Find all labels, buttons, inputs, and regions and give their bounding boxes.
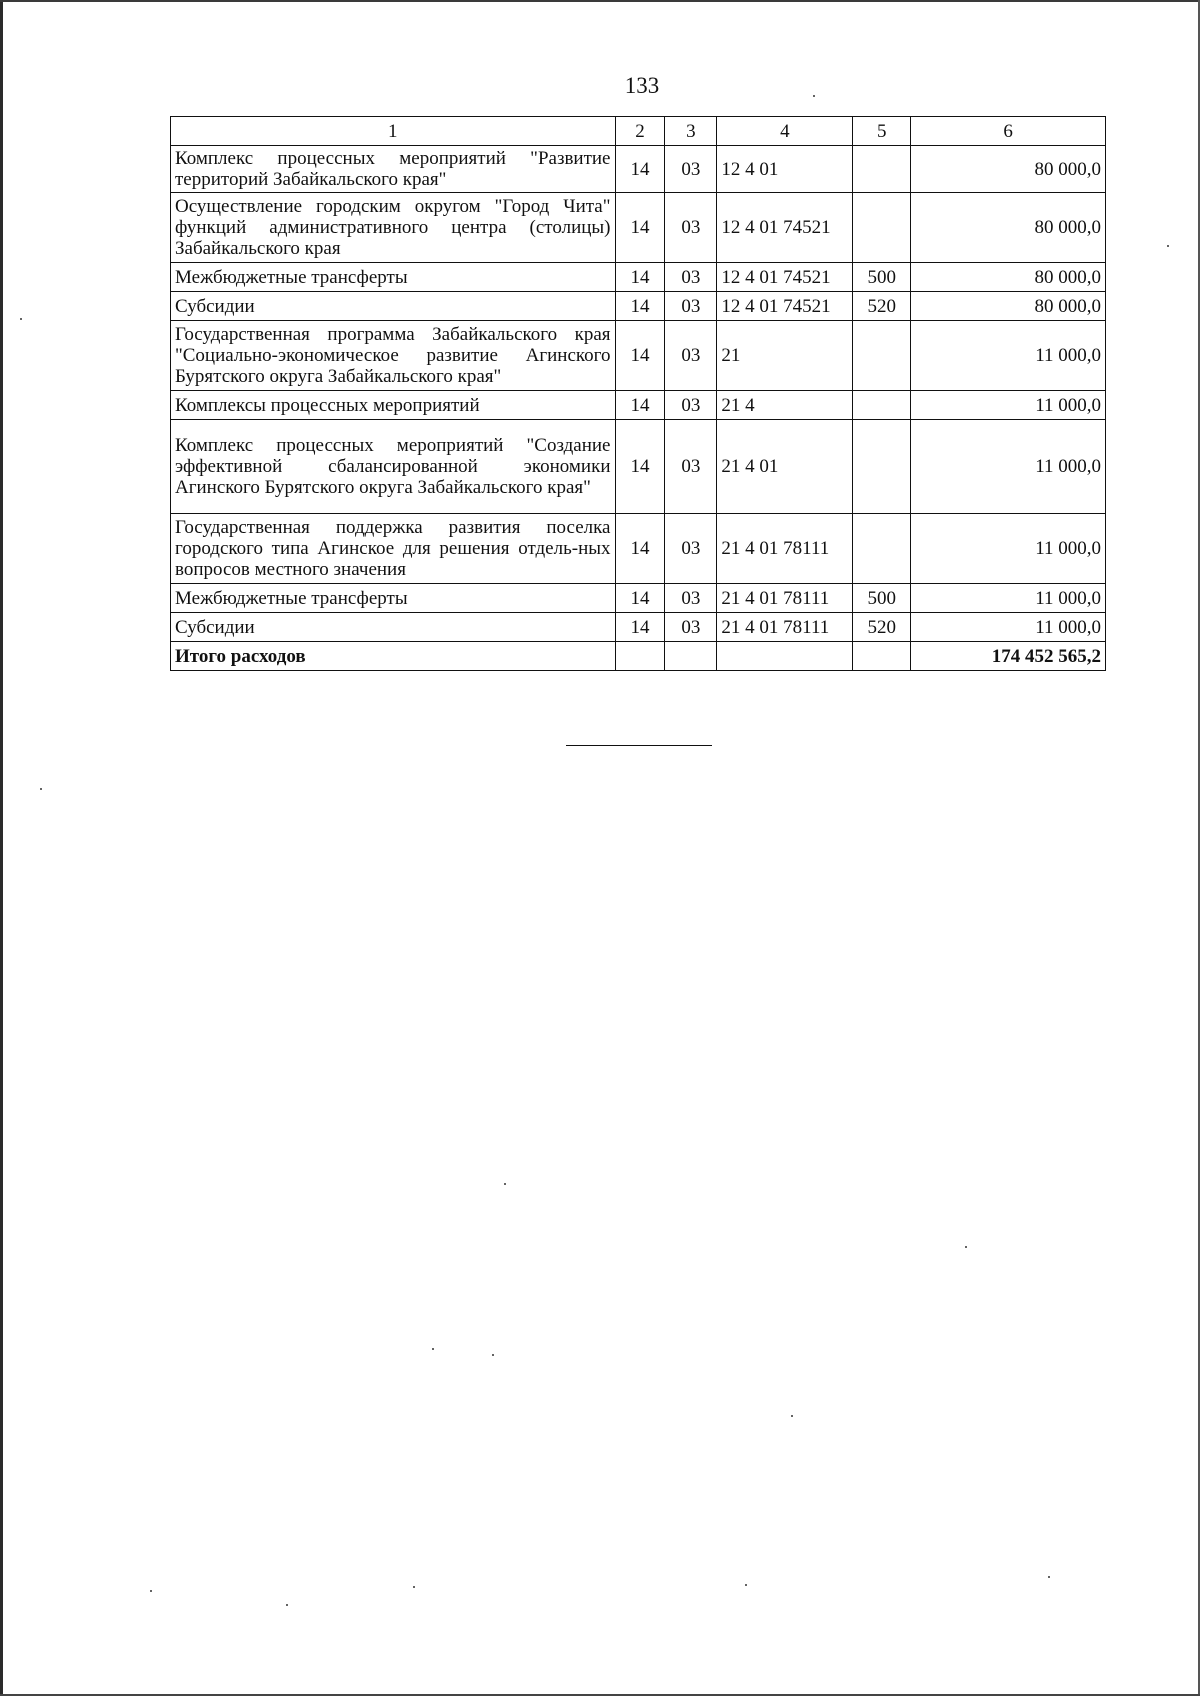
table-row: [171, 263, 1106, 292]
scan-speck: [20, 318, 22, 320]
section-code: 14: [615, 420, 665, 514]
target-article-code: 21 4 01 78111: [717, 514, 853, 584]
target-article-code: 21 4: [717, 391, 853, 420]
total-amount: 174 452 565,2: [911, 642, 1106, 671]
table-row: [171, 193, 1106, 263]
subsection-code: 03: [665, 193, 717, 263]
target-article-code: 21 4 01: [717, 420, 853, 514]
expense-type-code: [853, 391, 911, 420]
column-header: 4: [717, 117, 853, 146]
scan-speck: [1167, 245, 1169, 247]
target-article-code: 21: [717, 321, 853, 391]
scan-speck: [413, 1586, 415, 1588]
scan-speck: [965, 1246, 967, 1248]
item-name: Комплекс процессных мероприятий "Создание эффективной сбалансированной экономики Агинского Бурятского округа Забайкальского края": [171, 420, 616, 514]
item-name: Комплексы процессных мероприятий: [171, 391, 616, 420]
column-header: 6: [911, 117, 1106, 146]
expense-type-code: [853, 146, 911, 193]
expense-type-code: [853, 420, 911, 514]
scan-speck: [286, 1604, 288, 1606]
table-row: [171, 391, 1106, 420]
amount: 80 000,0: [911, 146, 1106, 193]
expense-type-code: [853, 193, 911, 263]
table-row: [171, 613, 1106, 642]
budget-table: [170, 116, 1106, 671]
subsection-code: 03: [665, 263, 717, 292]
table-row: [171, 514, 1106, 584]
table-row: [171, 292, 1106, 321]
empty-cell: [665, 642, 717, 671]
section-code: 14: [615, 193, 665, 263]
expense-type-code: [853, 514, 911, 584]
subsection-code: 03: [665, 514, 717, 584]
section-code: 14: [615, 146, 665, 193]
table-row: [171, 321, 1106, 391]
scan-speck: [791, 1415, 793, 1417]
amount: 11 000,0: [911, 514, 1106, 584]
item-name: Субсидии: [171, 292, 616, 321]
scan-speck: [813, 95, 815, 97]
section-code: 14: [615, 514, 665, 584]
item-name: Осуществление городским округом "Город Чита" функций административного центра (столицы) Забайкальского края: [171, 193, 616, 263]
amount: 11 000,0: [911, 321, 1106, 391]
section-code: 14: [615, 321, 665, 391]
item-name: Межбюджетные трансферты: [171, 263, 616, 292]
section-code: 14: [615, 292, 665, 321]
scan-speck: [492, 1354, 494, 1356]
table-row: [171, 584, 1106, 613]
section-code: 14: [615, 584, 665, 613]
column-header: 3: [665, 117, 717, 146]
subsection-code: 03: [665, 292, 717, 321]
section-code: 14: [615, 391, 665, 420]
total-row: [171, 642, 1106, 671]
total-label: Итого расходов: [171, 642, 616, 671]
amount: 80 000,0: [911, 193, 1106, 263]
subsection-code: 03: [665, 613, 717, 642]
expense-type-code: [853, 321, 911, 391]
amount: 11 000,0: [911, 420, 1106, 514]
table-row: [171, 420, 1106, 514]
target-article-code: 21 4 01 78111: [717, 613, 853, 642]
target-article-code: 12 4 01 74521: [717, 263, 853, 292]
scan-speck: [745, 1584, 747, 1586]
section-code: 14: [615, 613, 665, 642]
target-article-code: 12 4 01 74521: [717, 292, 853, 321]
scan-speck: [1048, 1576, 1050, 1578]
expense-type-code: 500: [853, 584, 911, 613]
column-header: 2: [615, 117, 665, 146]
amount: 80 000,0: [911, 263, 1106, 292]
expense-type-code: 500: [853, 263, 911, 292]
empty-cell: [615, 642, 665, 671]
subsection-code: 03: [665, 321, 717, 391]
subsection-code: 03: [665, 391, 717, 420]
column-header: 1: [171, 117, 616, 146]
amount: 11 000,0: [911, 613, 1106, 642]
expense-type-code: 520: [853, 613, 911, 642]
end-of-document-rule: [566, 745, 712, 746]
amount: 11 000,0: [911, 391, 1106, 420]
subsection-code: 03: [665, 146, 717, 193]
item-name: Государственная программа Забайкальского края "Социально-экономическое развитие Агинского Бурятского округа Забайкальского края": [171, 321, 616, 391]
scan-speck: [504, 1183, 506, 1185]
target-article-code: 12 4 01 74521: [717, 193, 853, 263]
section-code: 14: [615, 263, 665, 292]
item-name: Государственная поддержка развития поселка городского типа Агинское для решения отдель-ных вопросов местного значения: [171, 514, 616, 584]
scan-speck: [150, 1590, 152, 1592]
subsection-code: 03: [665, 584, 717, 613]
amount: 11 000,0: [911, 584, 1106, 613]
scan-speck: [432, 1348, 434, 1350]
column-header: 5: [853, 117, 911, 146]
amount: 80 000,0: [911, 292, 1106, 321]
table-row: [171, 146, 1106, 193]
target-article-code: 12 4 01: [717, 146, 853, 193]
item-name: Межбюджетные трансферты: [171, 584, 616, 613]
scan-edge-left: [0, 0, 3, 1696]
target-article-code: 21 4 01 78111: [717, 584, 853, 613]
page-number: 133: [624, 73, 660, 98]
scan-edge-top: [0, 0, 1200, 2]
empty-cell: [853, 642, 911, 671]
expense-type-code: 520: [853, 292, 911, 321]
header-row: [171, 117, 1106, 146]
item-name: Субсидии: [171, 613, 616, 642]
subsection-code: 03: [665, 420, 717, 514]
item-name: Комплекс процессных мероприятий "Развитие территорий Забайкальского края": [171, 146, 616, 193]
empty-cell: [717, 642, 853, 671]
scan-speck: [40, 788, 42, 790]
